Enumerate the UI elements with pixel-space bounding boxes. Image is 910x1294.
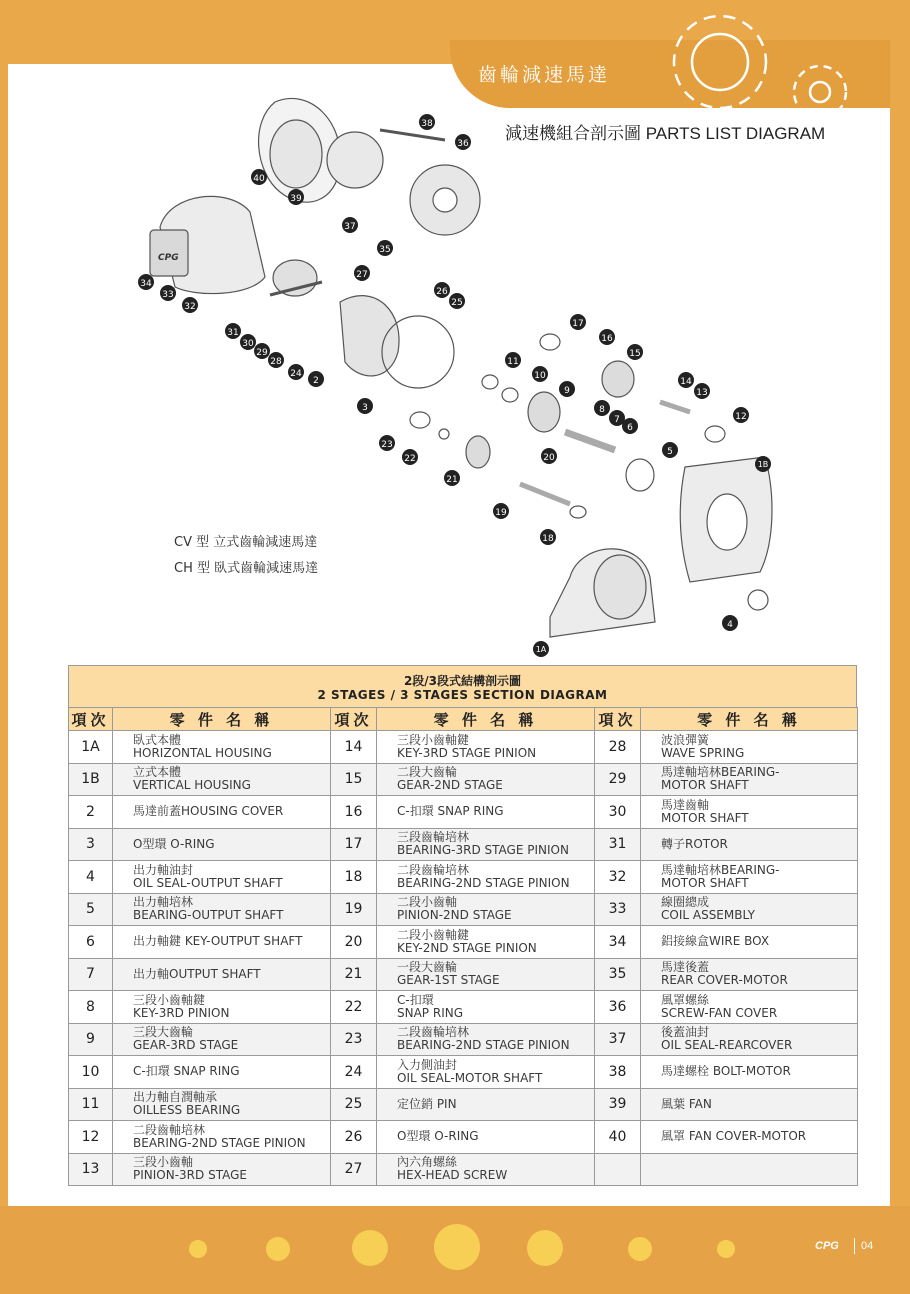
part-name-en: KEY-2ND STAGE PINION bbox=[397, 940, 537, 955]
svg-text:21: 21 bbox=[446, 475, 458, 485]
svg-text:13: 13 bbox=[696, 388, 708, 398]
part-name bbox=[641, 958, 858, 991]
part-name-en: OILLESS BEARING bbox=[133, 1103, 241, 1118]
part-number: 25 bbox=[331, 1088, 377, 1121]
table-row bbox=[69, 1023, 858, 1056]
part-name-en: PINION-3RD STAGE bbox=[133, 1168, 247, 1183]
part-name-zh: 三段小齒軸 bbox=[133, 1155, 194, 1170]
part-name bbox=[377, 1121, 595, 1154]
callout-40 bbox=[251, 169, 267, 185]
callout-35 bbox=[377, 240, 393, 256]
callout-23 bbox=[379, 435, 395, 451]
footer-logo: CPG bbox=[815, 1240, 839, 1252]
part-name-zh: C-扣環 SNAP RING bbox=[133, 1064, 240, 1079]
part-number: 33 bbox=[595, 893, 641, 926]
svg-text:17: 17 bbox=[572, 319, 584, 329]
model-cv-label: CV 型 立式齒輪減速馬達 bbox=[174, 535, 318, 550]
part-number: 31 bbox=[595, 828, 641, 861]
part-number: 1B bbox=[69, 763, 113, 796]
part-number: 21 bbox=[331, 958, 377, 991]
part-name-zh: 波浪彈簧 bbox=[661, 732, 710, 747]
svg-text:29: 29 bbox=[256, 348, 268, 358]
part-number: 12 bbox=[69, 1121, 113, 1154]
callout-30 bbox=[240, 334, 256, 350]
svg-text:15: 15 bbox=[629, 349, 641, 359]
part-number: 18 bbox=[331, 861, 377, 894]
footer-dot bbox=[434, 1224, 480, 1270]
svg-text:26: 26 bbox=[436, 287, 448, 297]
callout-3 bbox=[357, 398, 373, 414]
part-number: 23 bbox=[331, 1023, 377, 1056]
part-name-zh: 三段小齒軸鍵 bbox=[397, 732, 470, 747]
part-name bbox=[641, 1121, 858, 1154]
part-name-en: SCREW-FAN COVER bbox=[661, 1005, 778, 1020]
part-name bbox=[641, 926, 858, 959]
part-name-en: KEY-3RD PINION bbox=[133, 1005, 230, 1020]
part-name-en: MOTOR SHAFT bbox=[661, 778, 749, 793]
part-name-en: BEARING-OUTPUT SHAFT bbox=[133, 908, 284, 923]
callout-13 bbox=[694, 383, 710, 399]
table-row bbox=[69, 1056, 858, 1089]
part-number: 7 bbox=[69, 958, 113, 991]
svg-text:25: 25 bbox=[451, 298, 463, 308]
part-number: 9 bbox=[69, 1023, 113, 1056]
callout-19 bbox=[493, 503, 509, 519]
part-name-zh: O型環 O-RING bbox=[133, 836, 215, 851]
housing-cover-illustration bbox=[340, 296, 399, 376]
footer-dot bbox=[527, 1230, 563, 1266]
part-name-en: REAR COVER-MOTOR bbox=[661, 973, 788, 988]
part-number: 30 bbox=[595, 796, 641, 829]
callout-18 bbox=[540, 529, 556, 545]
svg-text:23: 23 bbox=[381, 440, 393, 450]
callout-36 bbox=[455, 134, 471, 150]
table-row bbox=[69, 1088, 858, 1121]
table-row bbox=[69, 828, 858, 861]
part-name bbox=[377, 763, 595, 796]
footer-dot bbox=[266, 1237, 290, 1261]
part-number: 22 bbox=[331, 991, 377, 1024]
svg-text:5: 5 bbox=[667, 447, 673, 457]
part-name-zh: 線圈總成 bbox=[661, 895, 710, 910]
part-name-zh: 三段小齒軸鍵 bbox=[133, 992, 206, 1007]
part-name bbox=[641, 893, 858, 926]
callout-28 bbox=[268, 352, 284, 368]
part-name-zh: 馬達後蓋 bbox=[661, 960, 710, 975]
part-name bbox=[377, 861, 595, 894]
svg-text:36: 36 bbox=[457, 139, 469, 149]
part-name bbox=[113, 958, 331, 991]
part-number bbox=[595, 1153, 641, 1186]
part-name-zh: 三段大齒輪 bbox=[133, 1025, 194, 1040]
part-name-en: COIL ASSEMBLY bbox=[661, 908, 755, 923]
part-name-zh: 二段小齒軸 bbox=[397, 895, 458, 910]
svg-text:12: 12 bbox=[735, 412, 747, 422]
part-name bbox=[113, 893, 331, 926]
table-row bbox=[69, 763, 858, 796]
output-shaft-illustration bbox=[565, 432, 615, 450]
part-name-en: WAVE SPRING bbox=[661, 745, 745, 760]
callout-34 bbox=[138, 274, 154, 290]
table-row bbox=[69, 893, 858, 926]
part-number: 11 bbox=[69, 1088, 113, 1121]
right-frame bbox=[890, 0, 910, 1294]
part-name bbox=[641, 991, 858, 1024]
part-name-zh: 二段齒輪培林 bbox=[397, 1025, 470, 1040]
part-name-zh: 二段大齒輪 bbox=[397, 765, 458, 780]
part-number: 14 bbox=[331, 731, 377, 764]
callout-20 bbox=[541, 448, 557, 464]
part-name bbox=[641, 763, 858, 796]
gear-1st-stage-illustration bbox=[466, 436, 490, 468]
part-name-en: OIL SEAL-REARCOVER bbox=[661, 1038, 793, 1053]
part-name bbox=[113, 1023, 331, 1056]
callout-2 bbox=[308, 371, 324, 387]
callout-9 bbox=[559, 381, 575, 397]
part-number: 13 bbox=[69, 1153, 113, 1186]
callout-12 bbox=[733, 407, 749, 423]
part-name bbox=[377, 991, 595, 1024]
gear-3rd-stage-illustration bbox=[528, 392, 560, 432]
left-frame bbox=[0, 0, 8, 1294]
parts-table-title bbox=[68, 665, 857, 707]
part-name-zh: 馬達軸培林BEARING- bbox=[661, 765, 780, 780]
part-number: 2 bbox=[69, 796, 113, 829]
svg-text:35: 35 bbox=[379, 245, 391, 255]
callout-33 bbox=[160, 285, 176, 301]
part-name bbox=[377, 1056, 595, 1089]
parts-list bbox=[68, 707, 858, 1186]
parts-table-body bbox=[69, 731, 858, 1186]
part-name bbox=[377, 828, 595, 861]
svg-text:16: 16 bbox=[601, 334, 613, 344]
part-name-zh: 二段齒輪培林 bbox=[397, 862, 470, 877]
part-name bbox=[377, 731, 595, 764]
part-name bbox=[377, 926, 595, 959]
part-name-en: HEX-HEAD SCREW bbox=[397, 1168, 508, 1183]
callout-6 bbox=[622, 418, 638, 434]
part-name-zh: 入力側油封 bbox=[397, 1057, 458, 1072]
table-row bbox=[69, 991, 858, 1024]
table-header-row bbox=[69, 708, 858, 731]
col-item-header: 項次 bbox=[595, 708, 641, 731]
part-name-zh: 出力軸OUTPUT SHAFT bbox=[133, 966, 261, 981]
table-title-en: 2 STAGES / 3 STAGES SECTION DIAGRAM bbox=[317, 688, 608, 702]
page-number: 04 bbox=[861, 1240, 874, 1252]
part-name bbox=[113, 861, 331, 894]
part-number: 17 bbox=[331, 828, 377, 861]
footer-dot bbox=[352, 1230, 388, 1266]
part-name bbox=[113, 926, 331, 959]
part-number: 39 bbox=[595, 1088, 641, 1121]
part-name bbox=[113, 731, 331, 764]
callout-14 bbox=[678, 372, 694, 388]
part-name bbox=[377, 1153, 595, 1186]
table-row bbox=[69, 731, 858, 764]
callout-24 bbox=[288, 364, 304, 380]
footer-separator bbox=[854, 1238, 855, 1254]
part-name-zh: 馬達前蓋HOUSING COVER bbox=[133, 804, 284, 819]
part-name-zh: O型環 O-RING bbox=[397, 1129, 479, 1144]
part-name-zh: 轉子ROTOR bbox=[661, 836, 728, 851]
callout-38 bbox=[419, 114, 435, 130]
callout-32 bbox=[182, 297, 198, 313]
part-number: 3 bbox=[69, 828, 113, 861]
part-name bbox=[641, 1023, 858, 1056]
col-item-header: 項次 bbox=[69, 708, 113, 731]
rotor-illustration bbox=[273, 260, 317, 296]
part-number: 6 bbox=[69, 926, 113, 959]
table-row bbox=[69, 796, 858, 829]
part-name bbox=[641, 731, 858, 764]
callout-39 bbox=[288, 189, 304, 205]
callout-4 bbox=[722, 615, 738, 631]
footer-dot bbox=[189, 1240, 207, 1258]
svg-text:19: 19 bbox=[495, 508, 507, 518]
parts-table bbox=[68, 665, 857, 1186]
part-number: 20 bbox=[331, 926, 377, 959]
part-number: 15 bbox=[331, 763, 377, 796]
table-row bbox=[69, 861, 858, 894]
part-name bbox=[113, 1153, 331, 1186]
part-name-zh: 出力軸鍵 KEY-OUTPUT SHAFT bbox=[133, 934, 303, 949]
part-name-zh: 鋁接線盒WIRE BOX bbox=[661, 934, 770, 949]
part-number: 28 bbox=[595, 731, 641, 764]
part-name-en: SNAP RING bbox=[397, 1005, 464, 1020]
svg-text:28: 28 bbox=[270, 357, 282, 367]
part-name bbox=[377, 893, 595, 926]
callout-16 bbox=[599, 329, 615, 345]
part-name-zh: 內六角螺絲 bbox=[397, 1155, 458, 1170]
gear-2nd-stage-illustration bbox=[602, 361, 634, 397]
col-item-header: 項次 bbox=[331, 708, 377, 731]
part-number: 29 bbox=[595, 763, 641, 796]
svg-text:8: 8 bbox=[599, 405, 605, 415]
table-row bbox=[69, 1121, 858, 1154]
part-name-zh: 風罩螺絲 bbox=[661, 992, 710, 1007]
part-name-en: BEARING-2ND STAGE PINION bbox=[397, 1038, 570, 1053]
part-name-zh: 風罩 FAN COVER-MOTOR bbox=[661, 1129, 807, 1144]
part-name-zh: 立式本體 bbox=[133, 765, 182, 780]
part-name-en: HORIZONTAL HOUSING bbox=[133, 745, 272, 760]
callout-5 bbox=[662, 442, 678, 458]
callout-1B bbox=[755, 456, 771, 472]
part-name-zh: 馬達軸培林BEARING- bbox=[661, 862, 780, 877]
part-number: 26 bbox=[331, 1121, 377, 1154]
svg-text:6: 6 bbox=[627, 423, 633, 433]
part-name-zh: 二段齒軸培林 bbox=[133, 1122, 206, 1137]
part-number: 38 bbox=[595, 1056, 641, 1089]
part-name-en: BEARING-3RD STAGE PINION bbox=[397, 843, 569, 858]
part-name bbox=[113, 1056, 331, 1089]
part-name-en: GEAR-2ND STAGE bbox=[397, 778, 503, 793]
part-number: 16 bbox=[331, 796, 377, 829]
part-name-zh: 一段大齒輪 bbox=[397, 960, 458, 975]
part-number: 24 bbox=[331, 1056, 377, 1089]
part-number: 37 bbox=[595, 1023, 641, 1056]
table-row bbox=[69, 958, 858, 991]
part-name-en: GEAR-1ST STAGE bbox=[397, 973, 500, 988]
part-name bbox=[377, 1023, 595, 1056]
fan-illustration bbox=[327, 132, 383, 188]
callout-11 bbox=[505, 352, 521, 368]
part-name-zh: 風葉 FAN bbox=[661, 1096, 712, 1111]
svg-text:14: 14 bbox=[680, 377, 692, 387]
svg-text:32: 32 bbox=[184, 302, 196, 312]
part-number: 27 bbox=[331, 1153, 377, 1186]
svg-text:2: 2 bbox=[313, 376, 319, 386]
table-row bbox=[69, 926, 858, 959]
part-name bbox=[113, 828, 331, 861]
part-name-zh: 出力軸培林 bbox=[133, 895, 194, 910]
oil-seal-illustration bbox=[748, 590, 768, 610]
callout-29 bbox=[254, 343, 270, 359]
part-name-en: GEAR-3RD STAGE bbox=[133, 1038, 239, 1053]
svg-text:3: 3 bbox=[362, 403, 368, 413]
callout-8 bbox=[594, 400, 610, 416]
svg-text:20: 20 bbox=[543, 453, 555, 463]
svg-text:9: 9 bbox=[564, 386, 570, 396]
svg-text:30: 30 bbox=[242, 339, 254, 349]
part-name bbox=[377, 958, 595, 991]
callout-31 bbox=[225, 323, 241, 339]
part-name-en: VERTICAL HOUSING bbox=[133, 778, 251, 793]
part-name-zh: C-扣環 SNAP RING bbox=[397, 804, 504, 819]
svg-text:24: 24 bbox=[290, 369, 302, 379]
footer-dot bbox=[628, 1237, 652, 1261]
svg-text:10: 10 bbox=[534, 371, 546, 381]
svg-text:33: 33 bbox=[162, 290, 174, 300]
part-number: 34 bbox=[595, 926, 641, 959]
part-name-zh: C-扣環 bbox=[397, 992, 434, 1007]
wire-box-logo: CPG bbox=[158, 253, 179, 263]
svg-text:34: 34 bbox=[140, 279, 152, 289]
callout-10 bbox=[532, 366, 548, 382]
callout-27 bbox=[354, 265, 370, 281]
svg-text:1A: 1A bbox=[535, 645, 547, 654]
part-name bbox=[641, 828, 858, 861]
svg-text:31: 31 bbox=[227, 328, 239, 338]
svg-text:7: 7 bbox=[614, 415, 620, 425]
part-name bbox=[113, 1088, 331, 1121]
part-name bbox=[113, 991, 331, 1024]
part-name-en: OIL SEAL-OUTPUT SHAFT bbox=[133, 875, 283, 890]
table-row bbox=[69, 1153, 858, 1186]
part-name bbox=[641, 796, 858, 829]
svg-text:4: 4 bbox=[727, 620, 733, 630]
part-name-zh: 臥式本體 bbox=[133, 732, 182, 747]
table-title-zh: 2段/3段式結構剖示圖 bbox=[403, 674, 522, 688]
callout-1A bbox=[533, 641, 549, 657]
part-number: 36 bbox=[595, 991, 641, 1024]
part-name bbox=[641, 1153, 858, 1186]
part-name-en: OIL SEAL-MOTOR SHAFT bbox=[397, 1070, 543, 1085]
part-number: 40 bbox=[595, 1121, 641, 1154]
bolt-illustration bbox=[380, 130, 445, 140]
callout-15 bbox=[627, 344, 643, 360]
part-name-zh: 出力軸油封 bbox=[133, 862, 194, 877]
svg-text:1B: 1B bbox=[757, 460, 769, 469]
part-name-en: BEARING-2ND STAGE PINION bbox=[133, 1135, 306, 1150]
header-title: 齒輪減速馬達 bbox=[478, 64, 611, 86]
part-name-en: MOTOR SHAFT bbox=[661, 875, 749, 890]
part-name bbox=[641, 1056, 858, 1089]
part-name-en: PINION-2ND STAGE bbox=[397, 908, 512, 923]
callout-22 bbox=[402, 449, 418, 465]
part-name bbox=[641, 1088, 858, 1121]
part-name-zh: 二段小齒軸鍵 bbox=[397, 927, 470, 942]
part-number: 35 bbox=[595, 958, 641, 991]
part-number: 19 bbox=[331, 893, 377, 926]
page-subtitle: 減速機組合剖示圖 PARTS LIST DIAGRAM bbox=[505, 124, 826, 143]
svg-text:37: 37 bbox=[344, 222, 356, 232]
part-name-en: KEY-3RD STAGE PINION bbox=[397, 745, 537, 760]
col-name-header: 零 件 名 稱 bbox=[377, 708, 595, 731]
callout-26 bbox=[434, 282, 450, 298]
svg-text:40: 40 bbox=[253, 174, 265, 184]
part-name bbox=[641, 861, 858, 894]
callout-25 bbox=[449, 293, 465, 309]
svg-text:38: 38 bbox=[421, 119, 433, 129]
bearing-illustration bbox=[540, 334, 560, 350]
part-name-zh: 出力軸自潤軸承 bbox=[133, 1090, 218, 1105]
svg-text:18: 18 bbox=[542, 534, 554, 544]
part-number: 5 bbox=[69, 893, 113, 926]
part-number: 1A bbox=[69, 731, 113, 764]
part-name-zh: 馬達螺栓 BOLT-MOTOR bbox=[661, 1064, 791, 1079]
part-name bbox=[113, 763, 331, 796]
part-number: 10 bbox=[69, 1056, 113, 1089]
part-number: 32 bbox=[595, 861, 641, 894]
part-name bbox=[113, 1121, 331, 1154]
part-name-zh: 馬達齒軸 bbox=[661, 797, 710, 812]
part-name-en: MOTOR SHAFT bbox=[661, 810, 749, 825]
col-name-header: 零 件 名 稱 bbox=[113, 708, 331, 731]
footer-dot bbox=[717, 1240, 735, 1258]
part-name-zh: 三段齒輪培林 bbox=[397, 830, 470, 845]
part-number: 8 bbox=[69, 991, 113, 1024]
part-name-zh: 後蓋油封 bbox=[661, 1025, 710, 1040]
svg-text:22: 22 bbox=[404, 454, 416, 464]
svg-text:11: 11 bbox=[507, 357, 519, 367]
svg-text:27: 27 bbox=[356, 270, 368, 280]
callout-21 bbox=[444, 470, 460, 486]
part-name bbox=[377, 1088, 595, 1121]
svg-text:39: 39 bbox=[290, 194, 302, 204]
model-ch-label: CH 型 臥式齒輪減速馬達 bbox=[174, 561, 319, 576]
part-name-en: BEARING-2ND STAGE PINION bbox=[397, 875, 570, 890]
part-name bbox=[377, 796, 595, 829]
callout-17 bbox=[570, 314, 586, 330]
part-name bbox=[113, 796, 331, 829]
col-name-header: 零 件 名 稱 bbox=[641, 708, 858, 731]
part-name-zh: 定位銷 PIN bbox=[397, 1096, 457, 1111]
callout-37 bbox=[342, 217, 358, 233]
pinion-shaft-illustration bbox=[520, 484, 570, 504]
part-number: 4 bbox=[69, 861, 113, 894]
